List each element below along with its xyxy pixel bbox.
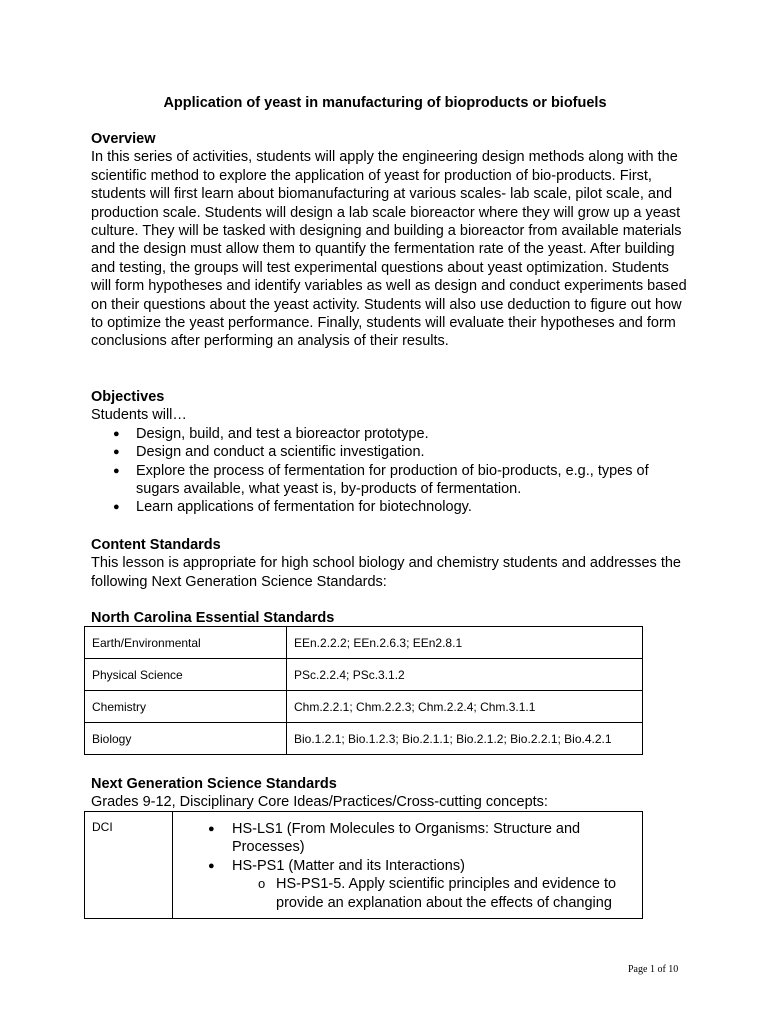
nc-standards-heading: North Carolina Essential Standards [91, 610, 335, 626]
page-number: Page 1 of 10 [628, 964, 679, 975]
table-cell-subject: Chemistry [85, 691, 287, 723]
ngss-section [91, 775, 691, 812]
ngss-heading: Next Generation Science Standards [91, 776, 337, 792]
nc-standards-table [84, 626, 643, 755]
table-cell-content [173, 812, 643, 919]
overview-text: In this series of activities, students will apply the engineering design methods along with the scientific method to explore the application of yeast for production of bio-products. First, students will first learn about biomanufacturing at various scales- lab scale, pilot scale, and production scale. Students will design a lab scale bioreactor where they will grow up a yeast culture. They will be tasked with designing and building a bioreactor from available materials and the design must allow them to quantify the fermentation rate of the yeast. After building and testing, the groups will test experimental questions about yeast optimization. Students will form hypotheses and identify variables as well as design and conduct experiments based on their questions about the yeast activity. Students will also use deduction to figure out how to optimize the yeast performance. Finally, students will evaluate their hypotheses and form conclusions after performing an analysis of their results. [91, 149, 687, 350]
table-cell-subject: Biology [85, 723, 287, 755]
overview-section [91, 130, 691, 351]
list-item: ● Design and conduct a scientific investigation. [91, 443, 691, 461]
ngss-list [180, 820, 635, 912]
table-cell-codes: EEn.2.2.2; EEn.2.6.3; EEn2.8.1 [287, 627, 643, 659]
list-item: ● Explore the process of fermentation for production of bio-products, e.g., types of sugars available, what yeast is, by-products of fermentation. [91, 462, 691, 499]
overview-heading: Overview [91, 131, 156, 147]
document-title: Application of yeast in manufacturing of bioproducts or biofuels [163, 95, 607, 111]
table-row [85, 723, 643, 755]
content-standards-section [91, 536, 691, 591]
list-item: ● HS-PS1 (Matter and its Interactions) [180, 857, 635, 875]
table-cell-label: DCI [85, 812, 173, 919]
table-cell-subject: Earth/Environmental [85, 627, 287, 659]
objectives-list [91, 425, 691, 517]
content-standards-heading: Content Standards [91, 537, 221, 553]
list-item: ● Design, build, and test a bioreactor prototype. [91, 425, 691, 443]
objectives-heading: Objectives [91, 389, 165, 405]
ngss-table [84, 811, 643, 919]
content-standards-text: This lesson is appropriate for high school biology and chemistry students and addresses the following Next Generation Science Standards: [91, 555, 681, 590]
table-row [85, 691, 643, 723]
list-item: o HS-PS1-5. Apply scientific principles and evidence to provide an explanation about the effects of changing [180, 875, 635, 912]
table-cell-subject: Physical Science [85, 659, 287, 691]
table-cell-codes: Bio.1.2.1; Bio.1.2.3; Bio.2.1.1; Bio.2.1.2; Bio.2.2.1; Bio.4.2.1 [287, 723, 643, 755]
table-row [85, 659, 643, 691]
objectives-intro: Students will… [91, 407, 187, 424]
table-cell-codes: Chm.2.2.1; Chm.2.2.3; Chm.2.2.4; Chm.3.1.1 [287, 691, 643, 723]
objectives-section [91, 388, 691, 517]
nc-standards-heading-wrap [91, 609, 691, 627]
table-row [85, 812, 643, 919]
table-cell-codes: PSc.2.2.4; PSc.3.1.2 [287, 659, 643, 691]
table-row [85, 627, 643, 659]
list-item: ● Learn applications of fermentation for biotechnology. [91, 498, 691, 516]
list-item: ● HS-LS1 (From Molecules to Organisms: Structure and Processes) [180, 820, 635, 857]
ngss-subheading: Grades 9-12, Disciplinary Core Ideas/Practices/Cross-cutting concepts: [91, 794, 548, 811]
